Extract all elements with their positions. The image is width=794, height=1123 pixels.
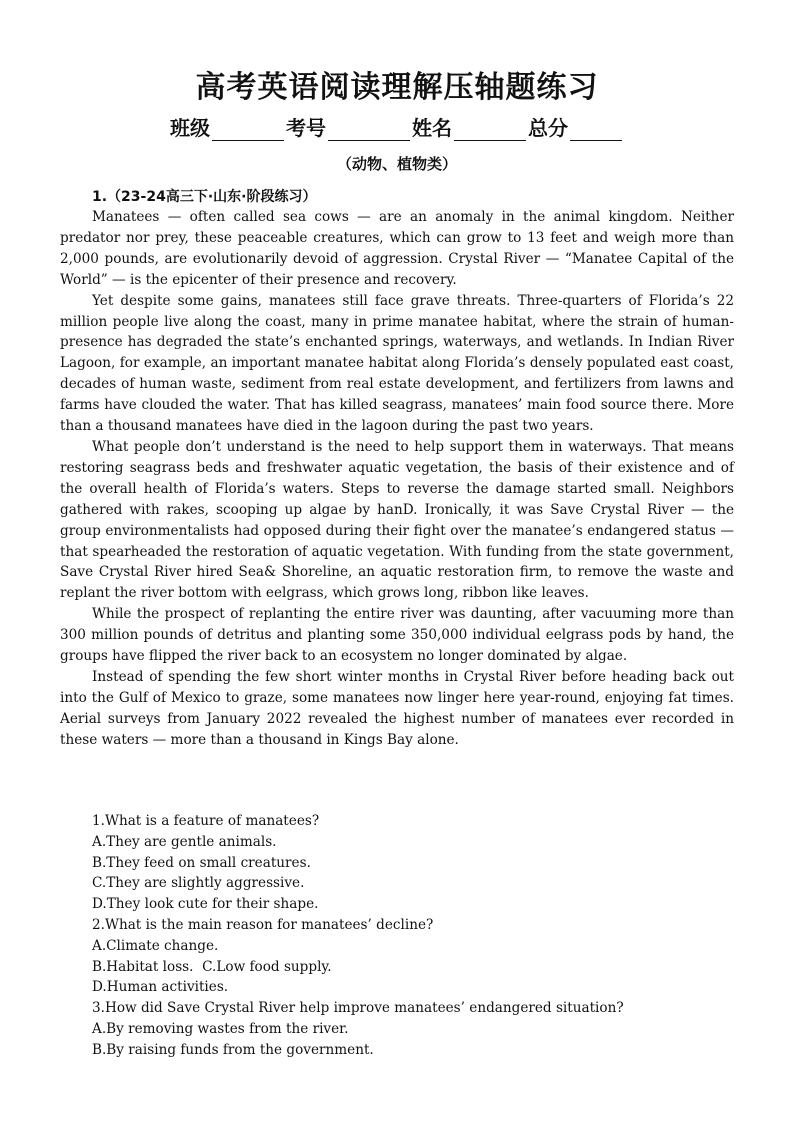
answer-option: B.They feed on small creatures.: [92, 854, 311, 871]
score-blank: [570, 120, 622, 141]
category-label: （动物、植物类）: [336, 155, 457, 173]
passage-paragraph: What people don’t understand is the need to help support them in waterways. That means restoring seagrass beds and freshwater aquatic vegetation, the basis of their existence and of the overall health of Florida’s waters. Steps to reverse the damage started small. Neighbors gathered with rakes, scooping up algae by hanD. Ironically, it was Save Crystal River — the group environmentalists had opposed during their fight over the manatee’s endangered status — that spearheaded the restoration of aquatic vegetation. With funding from the state government, Save Crystal River hired Sea& Shoreline, an aquatic restoration firm, to remove the waste and replant the river bottom with eelgrass, which grows long, ribbon like leaves.: [60, 438, 734, 602]
answer-option: A.Climate change.: [92, 937, 219, 954]
passage-paragraph: Yet despite some gains, manatees still face grave threats. Three-quarters of Florida’s 22 million people live along the coast, many in prime manatee habitat, where the strain of human-presence has degraded the state’s enchanted springs, waterways, and wetlands. In Indian River Lagoon, for example, an important manatee habitat along Florida’s densely populated east coast, decades of human waste, sediment from real estate development, and fertilizers from lawns and farms have clouded the water. That has killed seagrass, manatees’ main food source there. More than a thousand manatees have died in the lagoon during the past two years.: [60, 292, 734, 435]
score-label: 总分: [528, 116, 568, 140]
class-blank: [212, 120, 284, 141]
class-label: 班级: [170, 116, 210, 140]
passage: [60, 207, 734, 751]
answer-option: A.By removing wastes from the river.: [92, 1020, 349, 1037]
page-title: 高考英语阅读理解压轴题练习: [195, 70, 599, 105]
passage-paragraph: Instead of spending the few short winter months in Crystal River before heading back out into the Gulf of Mexico to graze, some manatees now linger here year-round, enjoying fat times. Aerial surveys from January 2022 revealed the highest number of manatees ever recorded in these waters — more than a thousand in Kings Bay alone.: [60, 668, 734, 748]
answer-option: C.They are slightly aggressive.: [92, 875, 305, 892]
passage-paragraph: Manatees — often called sea cows — are an anomaly in the animal kingdom. Neither predator nor prey, these peaceable creatures, which can grow to 13 feet and weigh more than 2,000 pounds, are evolutionarily devoid of aggression. Crystal River — “Manatee Capital of the World” — is the epicenter of their presence and recovery.: [60, 209, 734, 288]
student-info-line: [0, 112, 794, 141]
question-stem: 3.How did Save Crystal River help improve manatees’ endangered situation?: [92, 1000, 624, 1017]
answer-option: B.By raising funds from the government.: [92, 1041, 374, 1058]
answer-option: B.Habitat loss. C.Low food supply.: [92, 958, 332, 975]
answer-option: D.They look cute for their shape.: [92, 896, 319, 913]
name-blank: [454, 120, 526, 141]
answer-option: A.They are gentle animals.: [92, 833, 277, 850]
question-stem: 2.What is the main reason for manatees’ decline?: [92, 916, 434, 933]
exam-no-label: 考号: [286, 116, 326, 140]
question-list: [92, 811, 732, 1061]
answer-option: D.Human activities.: [92, 979, 229, 996]
question-heading: 1.（23-24高三下·山东·阶段练习）: [92, 189, 317, 205]
exam-no-blank: [328, 120, 410, 141]
name-label: 姓名: [412, 116, 452, 140]
question-stem: 1.What is a feature of manatees?: [92, 813, 320, 829]
passage-paragraph: While the prospect of replanting the entire river was daunting, after vacuuming more than 300 million pounds of detritus and planting some 350,000 individual eelgrass pods by hand, the groups have flipped the river back to an ecosystem no longer dominated by algae.: [60, 606, 734, 665]
